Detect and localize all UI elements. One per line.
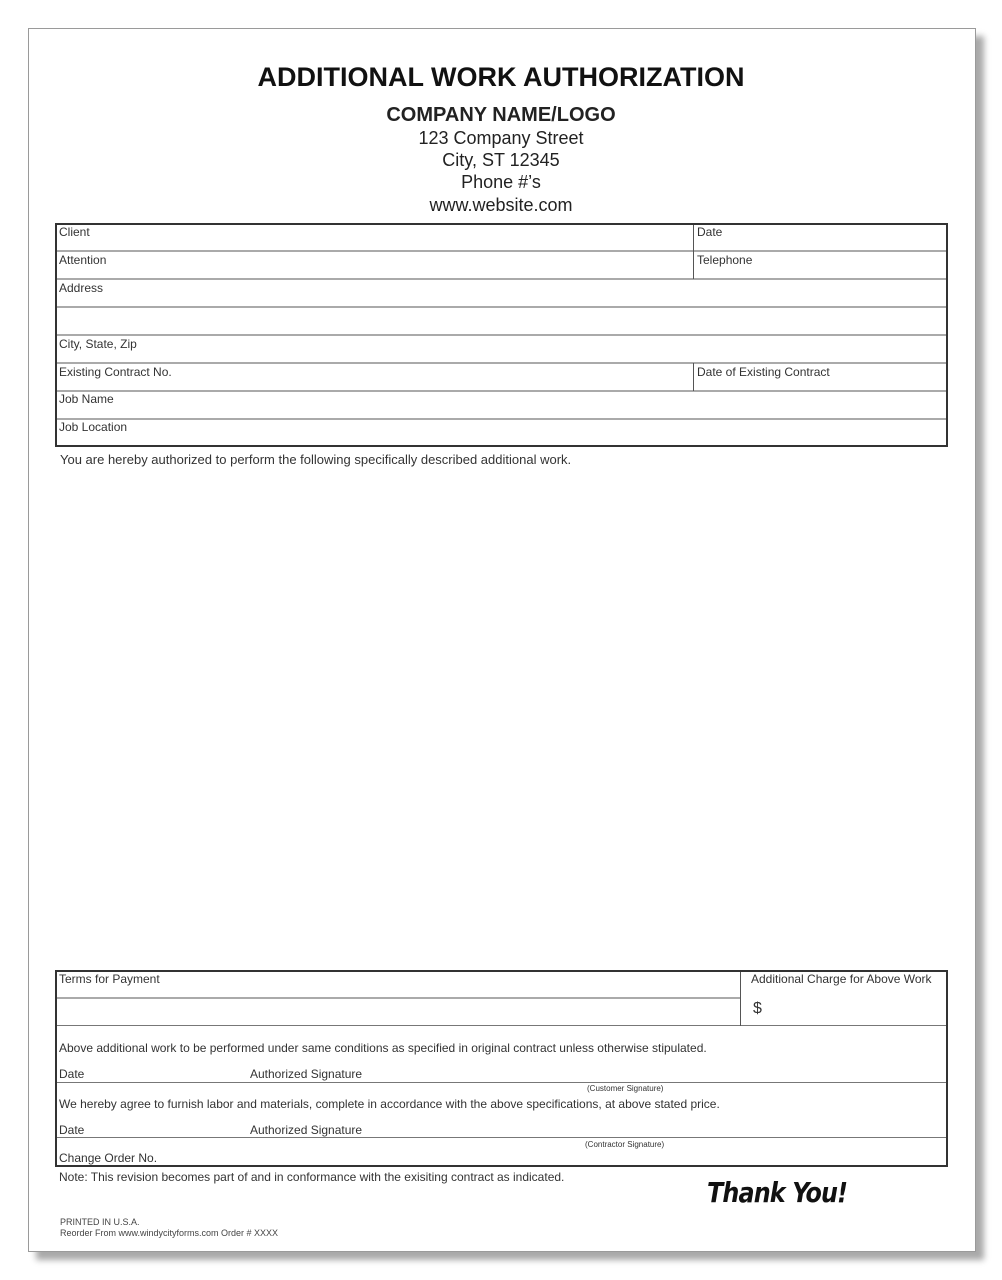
telephone-field[interactable]: Telephone — [697, 253, 753, 267]
currency-symbol: $ — [753, 1000, 762, 1017]
terms-for-payment-field[interactable]: Terms for Payment — [59, 972, 160, 986]
date-existing-contract-field[interactable]: Date of Existing Contract — [697, 365, 830, 379]
reorder-info: Reorder From www.windycityforms.com Order # XXXX — [60, 1228, 279, 1238]
contractor-signature-field[interactable]: Authorized Signature — [250, 1123, 363, 1137]
thank-you-text: Thank You! — [707, 1176, 848, 1209]
printed-in-usa: PRINTED IN U.S.A. — [60, 1217, 140, 1227]
date-field[interactable]: Date — [697, 225, 723, 239]
attention-field[interactable]: Attention — [59, 253, 107, 267]
contractor-agreement-text: We hereby agree to furnish labor and materials, complete in accordance with the above specifications, at above stated price. — [59, 1097, 720, 1111]
company-name: COMPANY NAME/LOGO — [386, 104, 616, 126]
company-phone: Phone #’s — [461, 172, 541, 192]
company-street: 123 Company Street — [418, 128, 584, 148]
company-website: www.website.com — [429, 195, 573, 215]
work-description-area[interactable] — [55, 472, 948, 962]
job-location-field[interactable]: Job Location — [59, 420, 128, 434]
form-title: ADDITIONAL WORK AUTHORIZATION — [257, 62, 745, 92]
contractor-date-field[interactable]: Date — [59, 1123, 85, 1137]
client-field[interactable]: Client — [59, 225, 90, 239]
additional-charge-field[interactable]: Additional Charge for Above Work — [751, 972, 932, 986]
job-name-field[interactable]: Job Name — [59, 392, 114, 406]
revision-note: Note: This revision becomes part of and in conformance with the exisiting contract as indicated. — [59, 1170, 565, 1184]
customer-date-field[interactable]: Date — [59, 1067, 85, 1081]
city-state-zip-field[interactable]: City, State, Zip — [59, 337, 137, 351]
address-field[interactable]: Address — [59, 281, 104, 295]
customer-signature-field[interactable]: Authorized Signature — [250, 1067, 363, 1081]
authorization-text: You are hereby authorized to perform the following specifically described additional work. — [60, 452, 572, 467]
existing-contract-no-field[interactable]: Existing Contract No. — [59, 365, 172, 379]
company-city: City, ST 12345 — [442, 150, 560, 170]
contractor-signature-caption: (Contractor Signature) — [585, 1140, 665, 1149]
customer-signature-caption: (Customer Signature) — [587, 1084, 664, 1093]
customer-conditions-text: Above additional work to be performed under same conditions as specified in original contract unless otherwise stipulated. — [59, 1041, 707, 1055]
change-order-field[interactable]: Change Order No. — [59, 1151, 158, 1165]
